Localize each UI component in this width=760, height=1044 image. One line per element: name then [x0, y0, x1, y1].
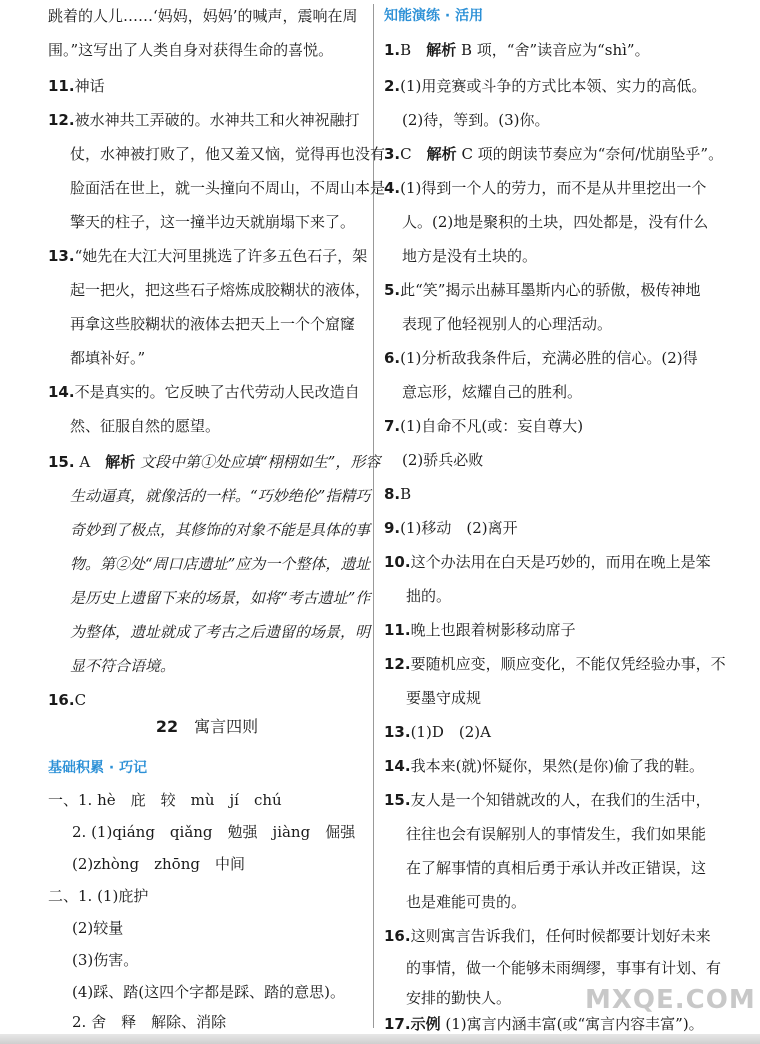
text-line: 显不符合语境。 — [70, 657, 176, 675]
answer-7: 7.(1)自命不凡(或：妄自尊大) — [384, 417, 584, 435]
text-line: 生动逼真，就像活的一样。“巧妙绝伦”指精巧 — [70, 487, 371, 505]
text-line: 起一把火，把这些石子熔炼成胶糊状的液体， — [70, 281, 371, 299]
text-line: 人。(2)地是聚积的土块，四处都是，没有什么 — [402, 213, 709, 231]
answer-17: 17.示例 (1)寓言内涵丰富(或“寓言内容丰富”)。 — [384, 1015, 704, 1033]
answer-11: 11.晚上也跟着树影移动席子 — [384, 621, 576, 639]
text-line: (3)伤害。 — [72, 951, 139, 969]
answer-16: 16.这则寓言告诉我们，任何时候都要计划好未来 — [384, 927, 711, 945]
watermark-logo: MXQE.COM — [585, 985, 756, 1015]
answer-12: 12.要随机应变，顺应变化，不能仅凭经验办事，不 — [384, 655, 726, 673]
answer-11: 11.神话 — [48, 77, 105, 95]
page-bottom-edge — [0, 1034, 760, 1044]
answer-3: 3.C 解析 C 项的朗读节奏应为“奈何/忧崩坠乎”。 — [384, 145, 724, 163]
text-line: (4)踩、踏(这四个字都是踩、踏的意思)。 — [72, 983, 345, 1001]
answer-2: 2.(1)用竞赛或斗争的方式比本领、实力的高低。 — [384, 77, 707, 95]
answer-16: 16.C — [48, 691, 87, 709]
text-line: 安排的勤快人。 — [406, 989, 512, 1007]
answer-5: 5.此“笑”揭示出赫耳墨斯内心的骄傲，极传神地 — [384, 281, 701, 299]
answer-13: 13.(1)D (2)A — [384, 723, 491, 741]
text-line: 表现了他轻视别人的心理活动。 — [402, 315, 613, 333]
text-line: 擎天的柱子，这一撞半边天就崩塌下来了。 — [70, 213, 356, 231]
answer-1: 1.B 解析 B 项，“舍”读音应为“shì”。 — [384, 41, 650, 59]
text-line: 跳着的人儿……‘妈妈，妈妈’的喊声，震响在周 — [48, 7, 358, 25]
section-heading: 基础积累 · 巧记 — [48, 760, 148, 776]
text-line: 要墨守成规 — [406, 689, 482, 707]
text-line: 意忘形，炫耀自己的胜利。 — [402, 383, 583, 401]
text-line: 物。第②处“周口店遗址”应为一个整体，遗址 — [70, 555, 371, 573]
text-line: 是历史上遗留下来的场景，如将“考古遗址”作 — [70, 589, 371, 607]
answer-13: 13.“她先在大江大河里挑选了许多五色石子，架 — [48, 247, 368, 265]
answer-8: 8.B — [384, 485, 412, 503]
answer-15: 15. A 解析 文段中第①处应填“栩栩如生”，形容 — [48, 453, 381, 471]
text-line: 一、1. hè 庇 较 mù jí chú — [48, 791, 282, 809]
answer-10: 10.这个办法用在白天是巧妙的，而用在晚上是笨 — [384, 553, 711, 571]
text-line: 2. (1)qiáng qiǎng 勉强 jiàng 倔强 — [72, 823, 356, 841]
text-line: 的事情，做一个能够未雨绸缪，事事有计划、有 — [406, 959, 722, 977]
answer-4: 4.(1)得到一个人的劳力，而不是从井里挖出一个 — [384, 179, 707, 197]
text-line: 脸面活在世上，就一头撞向不周山，不周山本是 — [70, 179, 386, 197]
text-line: 为整体，遗址就成了考古之后遗留的场景，明 — [70, 623, 371, 641]
text-line: 再拿这些胶糊状的液体去把天上一个个窟窿 — [70, 315, 356, 333]
text-line: (2)较量 — [72, 919, 124, 937]
text-line: 也是难能可贵的。 — [406, 893, 527, 911]
text-line: 然、征服自然的愿望。 — [70, 417, 221, 435]
answer-6: 6.(1)分析敌我条件后，充满必胜的信心。(2)得 — [384, 349, 698, 367]
text-line: 仗，水神被打败了，他又羞又恼，觉得再也没有 — [70, 145, 386, 163]
text-line: 在了解事情的真相后勇于承认并改正错误，这 — [406, 859, 707, 877]
answer-14: 14.我本来(就)怀疑你，果然(是你)偷了我的鞋。 — [384, 757, 704, 775]
section-heading: 知能演练 · 活用 — [384, 8, 484, 24]
text-line: (2)骄兵必败 — [402, 451, 484, 469]
text-line: 往往也会有误解别人的事情发生，我们如果能 — [406, 825, 707, 843]
text-line: 拙的。 — [406, 587, 452, 605]
text-line: 二、1. (1)庇护 — [48, 887, 149, 905]
answer-15: 15.友人是一个知错就改的人，在我们的生活中， — [384, 791, 711, 809]
chapter-title: 22 寓言四则 — [155, 717, 259, 736]
text-line: 都填补好。” — [70, 349, 146, 367]
text-line: 奇妙到了极点，其修饰的对象不能是具体的事 — [70, 521, 371, 539]
answer-9: 9.(1)移动 (2)离开 — [384, 519, 518, 537]
text-line: (2)zhòng zhōng 中间 — [72, 855, 245, 873]
text-line: (2)待，等到。(3)你。 — [402, 111, 550, 129]
text-line: 2. 舍 释 解除、消除 — [72, 1013, 227, 1031]
text-line: 围。”这写出了人类自身对获得生命的喜悦。 — [48, 41, 334, 59]
answer-14: 14.不是真实的。它反映了古代劳动人民改造自 — [48, 383, 360, 401]
answer-12: 12.被水神共工弄破的。水神共工和火神祝融打 — [48, 111, 360, 129]
text-line: 地方是没有土块的。 — [402, 247, 538, 265]
